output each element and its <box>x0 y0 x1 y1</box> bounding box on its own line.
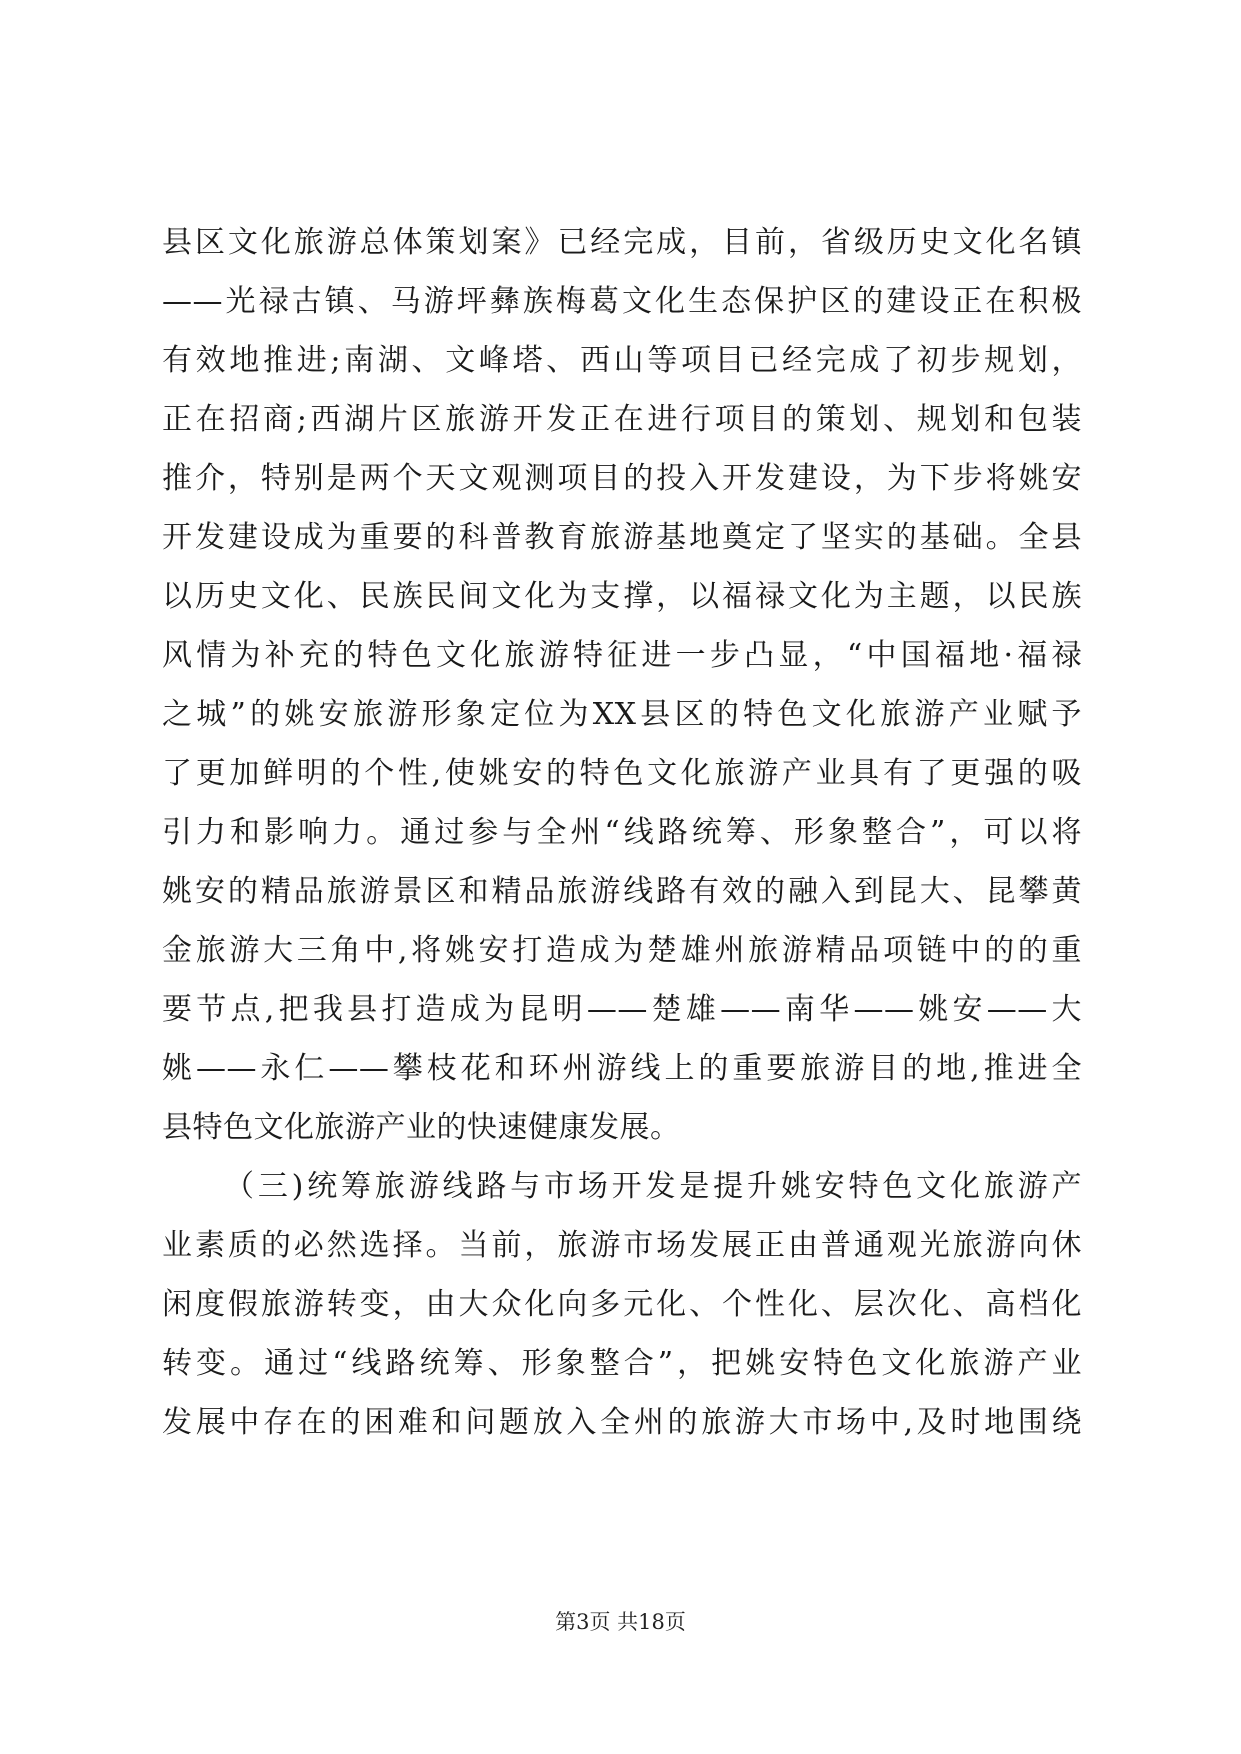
text-line: 姚安的精品旅游景区和精品旅游线路有效的融入到昆大、昆攀黄 <box>162 874 1082 909</box>
text-line: 闲度假旅游转变，由大众化向多元化、个性化、层次化、高档化 <box>162 1287 1082 1322</box>
text-line: 风情为补充的特色文化旅游特征进一步凸显，“中国福地·福禄 <box>162 638 1082 673</box>
text-line: ——光禄古镇、马游坪彝族梅葛文化生态保护区的建设正在积极 <box>162 284 1082 319</box>
text-line: 开发建设成为重要的科普教育旅游基地奠定了坚实的基础。全县 <box>162 520 1082 555</box>
text-line: 要节点,把我县打造成为昆明——楚雄——南华——姚安——大 <box>162 992 1082 1027</box>
paragraph-1 <box>162 213 1082 1157</box>
text-line: 转变。通过“线路统筹、形象整合”，把姚安特色文化旅游产业 <box>162 1346 1082 1381</box>
text-line: 县特色文化旅游产业的快速健康发展。 <box>162 1110 681 1145</box>
text-line: 引力和影响力。通过参与全州“线路统筹、形象整合”，可以将 <box>162 815 1082 850</box>
text-line: 推介，特别是两个天文观测项目的投入开发建设，为下步将姚安 <box>162 461 1082 496</box>
text-line: 县区文化旅游总体策划案》已经完成，目前，省级历史文化名镇 <box>162 225 1082 260</box>
text-line: 发展中存在的困难和问题放入全州的旅游大市场中,及时地围绕 <box>162 1405 1082 1440</box>
paragraph-2 <box>162 1157 1082 1452</box>
body-text <box>162 213 1082 1452</box>
text-line: 业素质的必然选择。当前，旅游市场发展正由普通观光旅游向休 <box>162 1228 1082 1263</box>
text-line: 有效地推进;南湖、文峰塔、西山等项目已经完成了初步规划， <box>162 343 1082 378</box>
text-line: 以历史文化、民族民间文化为支撑，以福禄文化为主题，以民族 <box>162 579 1082 614</box>
page-number-footer: 第3页 共18页 <box>555 1610 686 1634</box>
text-line: 正在招商;西湖片区旅游开发正在进行项目的策划、规划和包装 <box>162 402 1082 437</box>
text-line: 了更加鲜明的个性,使姚安的特色文化旅游产业具有了更强的吸 <box>162 756 1082 791</box>
text-line: （三)统筹旅游线路与市场开发是提升姚安特色文化旅游产 <box>224 1169 1082 1204</box>
text-line: 金旅游大三角中,将姚安打造成为楚雄州旅游精品项链中的的重 <box>162 933 1082 968</box>
text-line: 之城”的姚安旅游形象定位为XX县区的特色文化旅游产业赋予 <box>162 697 1082 732</box>
text-line: 姚——永仁——攀枝花和环州游线上的重要旅游目的地,推进全 <box>162 1051 1082 1086</box>
